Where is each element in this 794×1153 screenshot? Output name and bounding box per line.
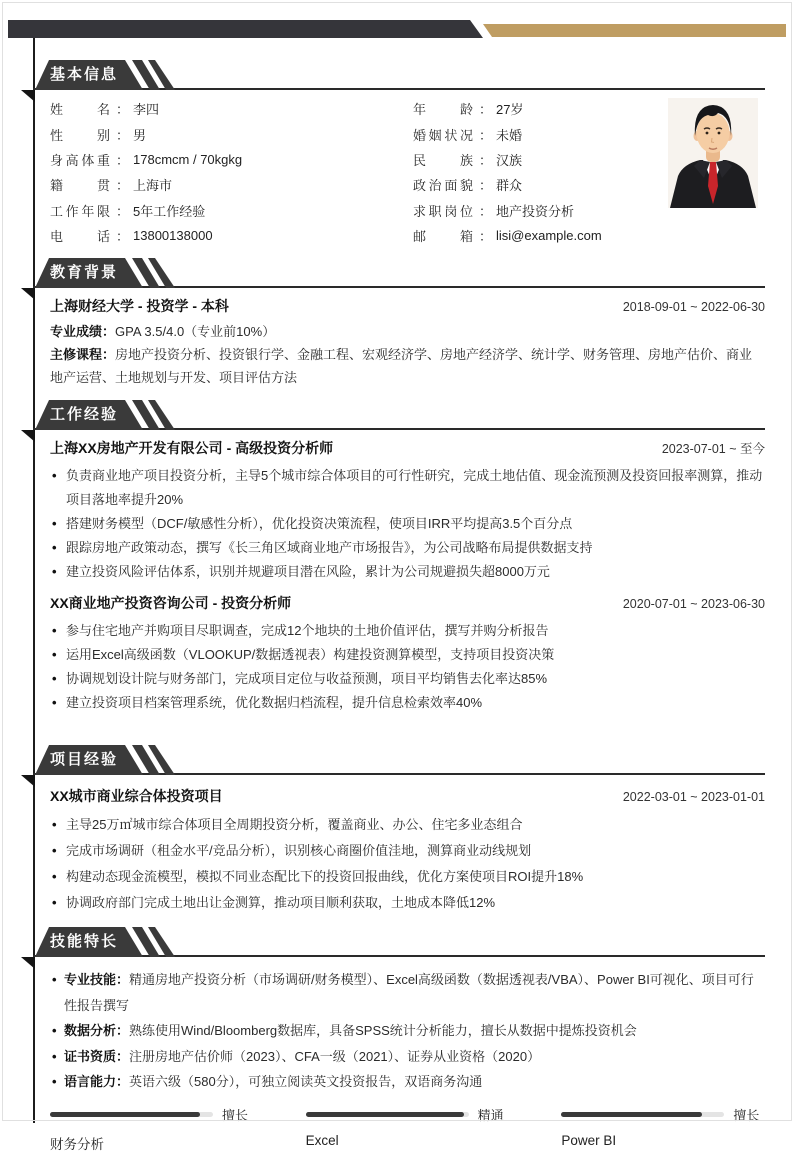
skill-label: 专业技能： bbox=[64, 972, 130, 988]
bullet-item: • 构建动态现金流模型，模拟不同业态配比下的投资回报曲线，优化方案使项目ROI提升18% bbox=[50, 864, 765, 890]
field-value: 178cmcm / 70kgkg bbox=[133, 151, 243, 167]
info-row-target-position bbox=[413, 198, 683, 223]
field-value: 男 bbox=[133, 127, 147, 143]
field-label: 婚姻状况 bbox=[413, 127, 473, 143]
colon: ： bbox=[479, 178, 493, 194]
detail-text: GPA 3.5/4.0（专业前10%） bbox=[115, 324, 276, 340]
skill-bar-line bbox=[50, 1105, 254, 1124]
info-row-marital-status bbox=[413, 121, 683, 146]
info-row-gender bbox=[50, 121, 413, 146]
info-row-experience-years bbox=[50, 198, 413, 223]
project-bullet-list bbox=[50, 812, 765, 916]
skill-bar-line bbox=[561, 1105, 765, 1124]
field-label: 姓名 bbox=[50, 102, 110, 118]
job-bullet-list bbox=[50, 464, 765, 584]
info-row-name bbox=[50, 96, 413, 121]
resume-content bbox=[50, 0, 765, 1153]
skill-text: 注册房地产估价师（2023）、CFA一级（2021）、证券从业资格（2020） bbox=[129, 1048, 541, 1064]
detail-text: 房地产投资分析、投资银行学、金融工程、宏观经济学、房地产经济学、统计学、财务管理、房地产估价、商业地产运营、土地规划与开发、项目评估方法 bbox=[50, 347, 753, 386]
field-label: 求职岗位 bbox=[413, 203, 473, 219]
field-label: 身高体重 bbox=[50, 152, 110, 168]
job-entry-header bbox=[50, 593, 765, 613]
job-bullet-list bbox=[50, 619, 765, 715]
skill-bar-fill bbox=[561, 1112, 701, 1117]
section-header-project bbox=[19, 745, 765, 775]
info-row-ethnicity bbox=[413, 147, 683, 172]
bullet-item: • 参与住宅地产并购项目尽职调查，完成12个地块的土地价值评估，撰写并购分析报告 bbox=[50, 619, 765, 643]
skill-name: 财务分析 bbox=[50, 1136, 104, 1152]
project-title: XX城市商业综合体投资项目 bbox=[50, 788, 223, 805]
field-label: 年龄 bbox=[413, 102, 473, 118]
section-header-basic-info bbox=[19, 60, 765, 90]
section-title: 教育背景 bbox=[50, 264, 119, 282]
info-row-email bbox=[413, 223, 683, 248]
skill-bar-fill bbox=[50, 1112, 200, 1117]
basic-info-columns bbox=[50, 96, 765, 248]
skill-bar-line bbox=[306, 1105, 510, 1124]
skill-text: 英语六级（580分），可独立阅读英文投资报告，双语商务沟通 bbox=[129, 1074, 483, 1090]
skill-bar-fill bbox=[306, 1112, 464, 1117]
colon: ： bbox=[116, 178, 130, 194]
skill-item bbox=[50, 967, 765, 1018]
section-header-skills bbox=[19, 927, 765, 957]
info-row-hometown bbox=[50, 172, 413, 197]
basic-info-right-column bbox=[413, 96, 683, 248]
skill-level-label: 精通 bbox=[477, 1107, 504, 1123]
section-header-education bbox=[19, 258, 765, 288]
skill-label: 证书资质： bbox=[64, 1048, 130, 1064]
education-details bbox=[50, 320, 765, 389]
company-position-title: XX商业地产投资咨询公司 - 投资分析师 bbox=[50, 595, 292, 612]
section-title: 基本信息 bbox=[50, 66, 119, 83]
bullet-item: • 建立投资风险评估体系，识别并规避项目潜在风险，累计为公司规避损失超8000万元 bbox=[50, 560, 765, 584]
colon: ： bbox=[479, 102, 493, 118]
skill-item bbox=[50, 1069, 765, 1095]
colon: ： bbox=[116, 102, 130, 118]
bullet-item: • 运用Excel高级函数（VLOOKUP/数据透视表）构建投资测算模型，支持项目投资决策 bbox=[50, 643, 765, 667]
field-value: lisi@example.com bbox=[496, 228, 602, 244]
bullet-item: • 搭建财务模型（DCF/敏感性分析），优化投资决策流程，使项目IRR平均提高3.5个百分点 bbox=[50, 512, 765, 536]
skill-name: Excel bbox=[305, 1132, 339, 1148]
field-label: 电话 bbox=[50, 229, 110, 245]
bullet-item: • 主导25万㎡城市综合体项目全周期投资分析，覆盖商业、办公、住宅多业态组合 bbox=[50, 812, 765, 838]
field-value: 李四 bbox=[133, 102, 160, 118]
skill-bars-row bbox=[50, 1105, 765, 1153]
info-row-age bbox=[413, 96, 683, 121]
colon: ： bbox=[116, 127, 130, 143]
detail-label: 主修课程： bbox=[50, 347, 116, 363]
skill-item bbox=[50, 1018, 765, 1044]
bullet-item: • 完成市场调研（租金水平/竞品分析），识别核心商圈价值洼地，测算商业动线规划 bbox=[50, 838, 765, 864]
basic-info-left-column bbox=[50, 96, 413, 248]
section-title: 技能特长 bbox=[50, 933, 119, 951]
colon: ： bbox=[479, 229, 493, 245]
courses-line bbox=[50, 343, 765, 389]
education-date-range: 2018-09-01 ~ 2022-06-30 bbox=[622, 300, 765, 315]
gpa-line bbox=[50, 320, 765, 343]
section-title: 工作经验 bbox=[50, 406, 119, 424]
skill-name: Power BI bbox=[561, 1132, 617, 1148]
basic-info-block bbox=[50, 96, 765, 248]
field-value: 未婚 bbox=[496, 127, 523, 143]
info-row-political-status bbox=[413, 172, 683, 197]
skill-bar-track bbox=[50, 1112, 213, 1117]
field-value: 地产投资分析 bbox=[496, 203, 575, 219]
skill-level-label: 擅长 bbox=[733, 1107, 760, 1123]
bullet-item: • 建立投资项目档案管理系统，优化数据归档流程，提升信息检索效率40% bbox=[50, 691, 765, 715]
bullet-item: • 协调政府部门完成土地出让金测算，推动项目顺利获取，土地成本降低12% bbox=[50, 890, 765, 916]
colon: ： bbox=[116, 229, 130, 245]
skill-bar-excel bbox=[306, 1105, 510, 1153]
field-value: 13800138000 bbox=[133, 228, 213, 244]
colon: ： bbox=[116, 152, 130, 168]
field-label: 政治面貌 bbox=[413, 178, 473, 194]
skill-text: 熟练使用Wind/Bloomberg数据库，具备SPSS统计分析能力，擅长从数据中提炼投资机会 bbox=[129, 1023, 637, 1039]
job-date-range: 2020-07-01 ~ 2023-06-30 bbox=[622, 597, 765, 612]
bullet-item: • 负责商业地产项目投资分析，主导5个城市综合体项目的可行性研究，完成土地估值、现金流预测及投资回报率测算，推动项目落地率提升20% bbox=[50, 464, 765, 512]
field-label: 籍贯 bbox=[50, 178, 110, 194]
skill-level-label: 擅长 bbox=[222, 1107, 249, 1123]
field-label: 民族 bbox=[413, 152, 473, 168]
detail-label: 专业成绩： bbox=[50, 324, 116, 340]
skill-bar-track bbox=[306, 1112, 469, 1117]
field-label: 性别 bbox=[50, 127, 110, 143]
bullet-item: • 跟踪房地产政策动态，撰写《长三角区域商业地产市场报告》，为公司战略布局提供数据支持 bbox=[50, 536, 765, 560]
field-label: 邮箱 bbox=[413, 229, 473, 245]
skill-text: 精通房地产投资分析（市场调研/财务模型）、Excel高级函数（数据透视表/VBA）、Power BI可视化、项目可行性报告撰写 bbox=[64, 972, 754, 1013]
skill-bar-finance bbox=[50, 1105, 254, 1153]
skill-label: 语言能力： bbox=[64, 1074, 130, 1090]
field-value: 上海市 bbox=[133, 178, 173, 194]
colon: ： bbox=[479, 152, 493, 168]
project-date-range: 2022-03-01 ~ 2023-01-01 bbox=[622, 790, 765, 805]
colon: ： bbox=[116, 203, 130, 219]
info-row-phone bbox=[50, 223, 413, 248]
info-row-height-weight bbox=[50, 147, 413, 172]
field-value: 汉族 bbox=[496, 152, 523, 168]
bullet-item: • 协调规划设计院与财务部门，完成项目定位与收益预测，项目平均销售去化率达85% bbox=[50, 667, 765, 691]
project-entry-header bbox=[50, 786, 765, 806]
school-degree-title: 上海财经大学 - 投资学 - 本科 bbox=[50, 298, 229, 315]
skills-bullet-list bbox=[50, 967, 765, 1095]
colon: ： bbox=[479, 203, 493, 219]
company-position-title: 上海XX房地产开发有限公司 - 高级投资分析师 bbox=[50, 440, 334, 457]
field-value: 5年工作经验 bbox=[133, 203, 206, 219]
field-value: 27岁 bbox=[496, 102, 524, 118]
section-header-work bbox=[19, 400, 765, 430]
colon: ： bbox=[479, 127, 493, 143]
field-label: 工作年限 bbox=[50, 203, 110, 219]
section-title: 项目经验 bbox=[50, 751, 119, 769]
field-value: 群众 bbox=[496, 178, 523, 194]
skill-label: 数据分析： bbox=[64, 1023, 130, 1039]
portrait-photo bbox=[668, 98, 758, 208]
skill-bar-powerbi bbox=[561, 1105, 765, 1153]
job-date-range: 2023-07-01 ~ 至今 bbox=[661, 442, 765, 457]
skill-item bbox=[50, 1044, 765, 1070]
skill-bar-track bbox=[561, 1112, 724, 1117]
